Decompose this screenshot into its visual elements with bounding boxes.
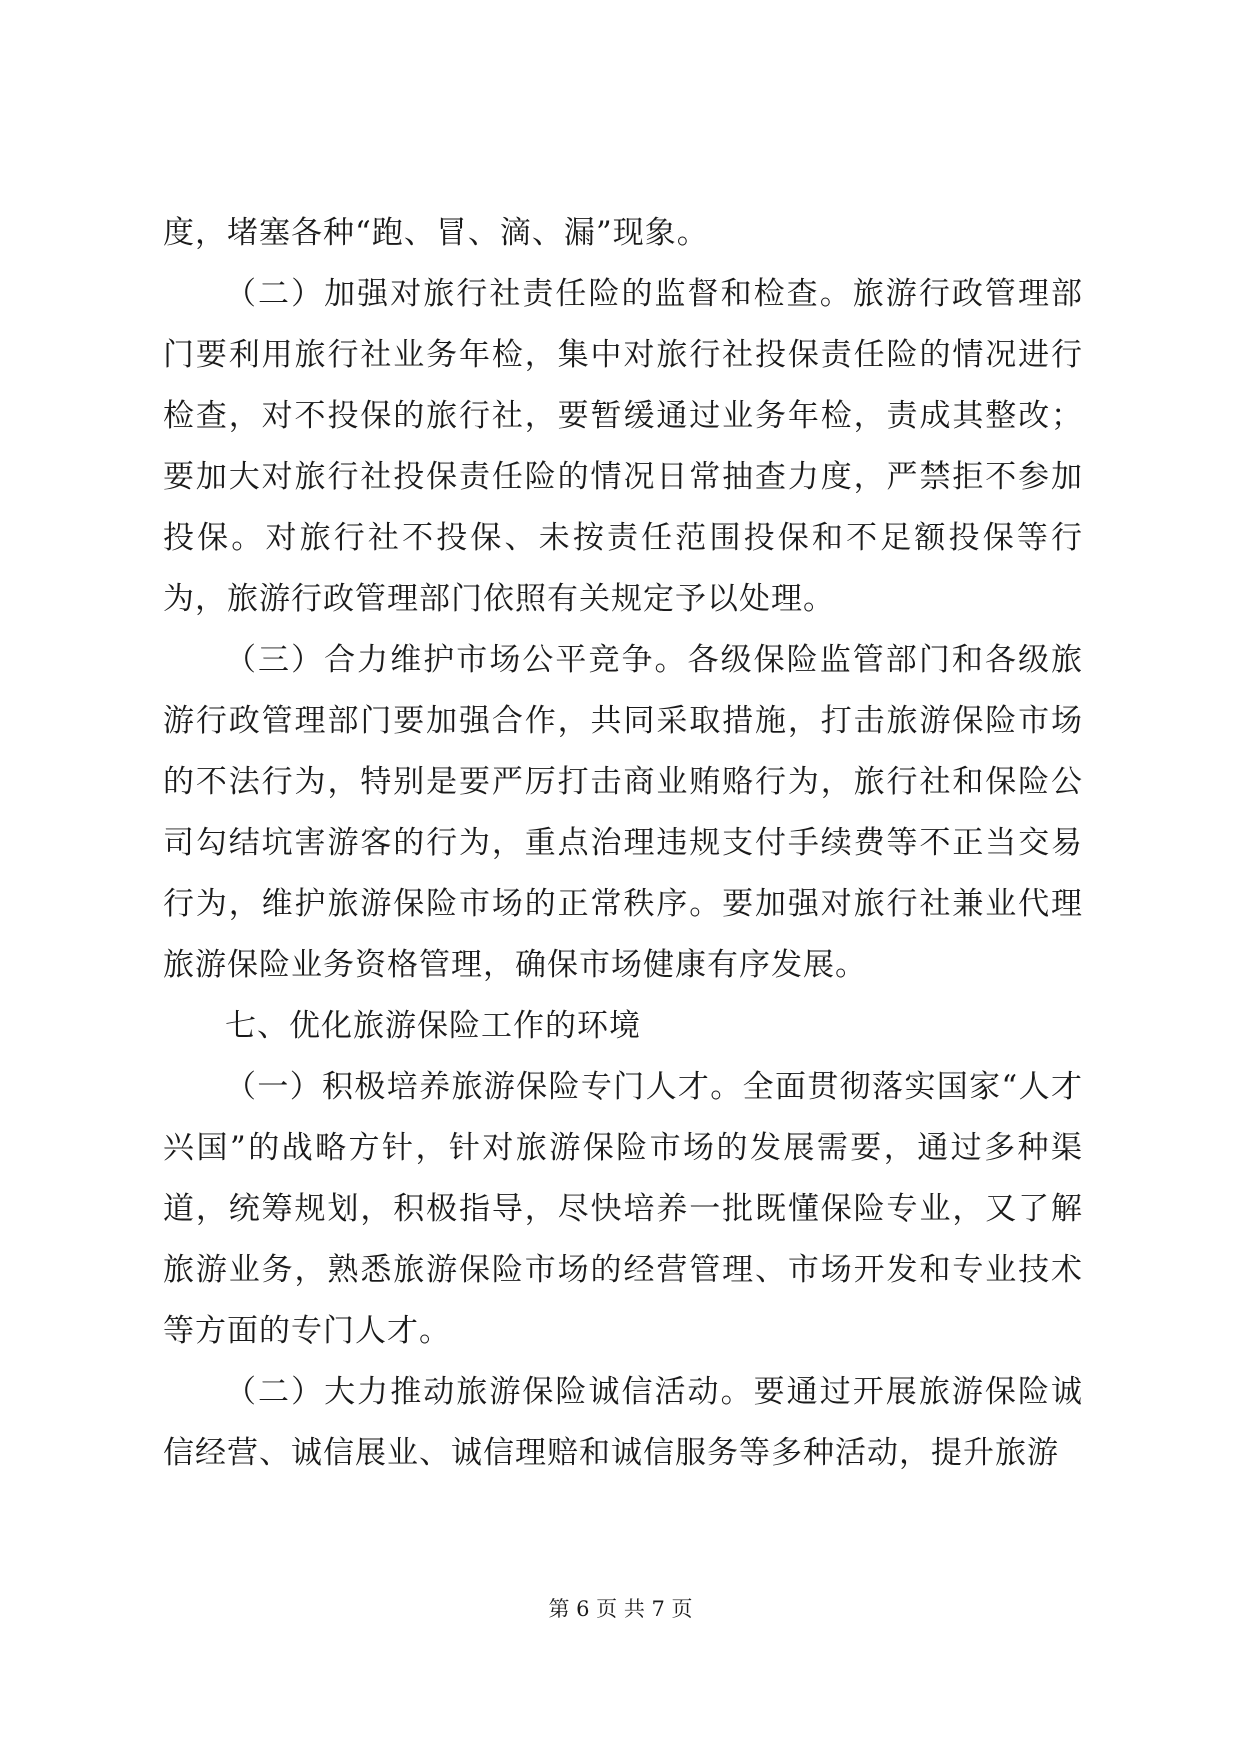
page-number-footer: 第 6 页 共 7 页 (548, 1597, 693, 1621)
paragraph-talent-cultivation: （一）积极培养旅游保险专门人才。全面贯彻落实国家“人才兴国”的战略方针，针对旅游保险市场的发展需要，通过多种渠道，统筹规划，积极指导，尽快培养一批既懂保险专业，又了解旅游业务，熟悉旅游保险市场的经营管理、市场开发和专业技术等方面的专门人才。 (163, 1069, 1083, 1349)
paragraph-fair-competition: （三）合力维护市场公平竞争。各级保险监管部门和各级旅游行政管理部门要加强合作，共同采取措施，打击旅游保险市场的不法行为，特别是要严厉打击商业贿赂行为，旅行社和保险公司勾结坑害游客的行为，重点治理违规支付手续费等不正当交易行为，维护旅游保险市场的正常秩序。要加强对旅行社兼业代理旅游保险业务资格管理，确保市场健康有序发展。 (163, 642, 1083, 983)
paragraph-continuation: 度，堵塞各种“跑、冒、滴、漏”现象。 (163, 215, 709, 251)
paragraph-integrity-activities: （二）大力推动旅游保险诚信活动。要通过开展旅游保险诚信经营、诚信展业、诚信理赔和诚信服务等多种活动，提升旅游 (163, 1374, 1083, 1471)
document-body (163, 203, 1083, 1484)
section-heading-optimize-environment: 七、优化旅游保险工作的环境 (225, 1008, 641, 1044)
paragraph-travel-agency-liability-supervision: （二）加强对旅行社责任险的监督和检查。旅游行政管理部门要利用旅行社业务年检，集中对旅行社投保责任险的情况进行检查，对不投保的旅行社，要暂缓通过业务年检，责成其整改；要加大对旅行社投保责任险的情况日常抽查力度，严禁拒不参加投保。对旅行社不投保、未按责任范围投保和不足额投保等行为，旅游行政管理部门依照有关规定予以处理。 (163, 276, 1083, 617)
